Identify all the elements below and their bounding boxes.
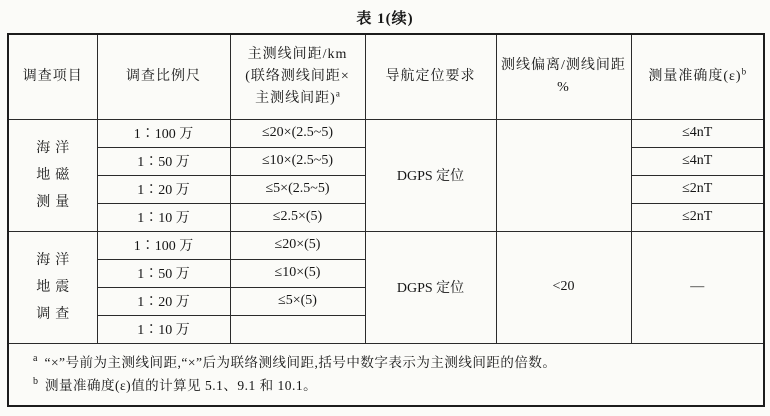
spacing-cell: ≤5×(5) (230, 287, 365, 315)
project-line: 海洋 (36, 140, 75, 156)
spacing-cell (230, 315, 365, 343)
navigation-cell-geomagnetic: DGPS 定位 (365, 119, 496, 231)
scale-cell: 1∶20 万 (97, 287, 230, 315)
project-line: 地磁 (36, 167, 75, 183)
footnote-cell (8, 343, 764, 406)
survey-requirements-table (7, 33, 765, 407)
accuracy-cell: ≤4nT (631, 119, 764, 147)
table-title: 表 1(续) (356, 11, 414, 27)
accuracy-cell: ≤2nT (631, 203, 764, 231)
header-spacing-line3 (233, 88, 363, 110)
deviation-cell-seismic: <20 (496, 231, 631, 343)
accuracy-cell: ≤2nT (631, 175, 764, 203)
header-deviation (496, 34, 631, 119)
header-deviation-line1: 测线偏离/测线间距 (501, 57, 626, 73)
table-header-row (8, 34, 764, 119)
header-accuracy (631, 34, 764, 119)
header-deviation-line2: % (557, 79, 570, 95)
footnote-b (33, 374, 753, 397)
header-navigation (365, 34, 496, 119)
header-spacing-line2: (联络测线间距× (245, 68, 350, 84)
project-cell-geomagnetic (8, 119, 97, 231)
scale-cell: 1∶100 万 (97, 231, 230, 259)
project-line: 地震 (36, 279, 75, 295)
project-line: 海洋 (36, 252, 75, 268)
scale-cell: 1∶50 万 (97, 147, 230, 175)
header-spacing-line3-text: 主测线间距) (255, 90, 336, 106)
header-spacing (230, 34, 365, 119)
footnote-row (8, 343, 764, 406)
spacing-cell: ≤10×(5) (230, 259, 365, 287)
footnote-b-marker: b (741, 66, 747, 77)
footnote-a-sup: a (33, 353, 38, 364)
project-cell-seismic (8, 231, 97, 343)
spacing-cell: ≤10×(2.5~5) (230, 147, 365, 175)
table-row (8, 119, 764, 147)
header-project (8, 34, 97, 119)
header-scale (97, 34, 230, 119)
spacing-cell: ≤2.5×(5) (230, 203, 365, 231)
footnote-a-marker: a (335, 88, 340, 99)
project-line: 调查 (36, 306, 75, 322)
header-accuracy-label: 测量准确度(ε) (648, 68, 742, 84)
footnote-a-text: “×”号前为主测线间距,“×”后为联络测线间距,括号中数字表示为主测线间距的倍数。 (44, 354, 557, 370)
header-spacing-line1: 主测线间距/km (247, 46, 348, 62)
footnote-b-text: 测量准确度(ε)值的计算见 5.1、9.1 和 10.1。 (45, 377, 318, 393)
scale-cell: 1∶20 万 (97, 175, 230, 203)
footnote-a (33, 351, 753, 374)
scale-cell: 1∶100 万 (97, 119, 230, 147)
spacing-cell: ≤20×(2.5~5) (230, 119, 365, 147)
scale-cell: 1∶50 万 (97, 259, 230, 287)
footnote-b-sup: b (33, 376, 38, 387)
project-line: 测量 (36, 194, 75, 210)
deviation-cell-geomagnetic (496, 119, 631, 231)
accuracy-cell: ≤4nT (631, 147, 764, 175)
header-navigation-label: 导航定位要求 (385, 68, 476, 84)
spacing-cell: ≤20×(5) (230, 231, 365, 259)
header-scale-label: 调查比例尺 (126, 68, 201, 84)
scale-cell: 1∶10 万 (97, 203, 230, 231)
navigation-cell-seismic: DGPS 定位 (365, 231, 496, 343)
accuracy-cell-seismic: — (631, 231, 764, 343)
header-project-label: 调查项目 (22, 68, 83, 84)
spacing-cell: ≤5×(2.5~5) (230, 175, 365, 203)
table-row (8, 231, 764, 259)
scale-cell: 1∶10 万 (97, 315, 230, 343)
